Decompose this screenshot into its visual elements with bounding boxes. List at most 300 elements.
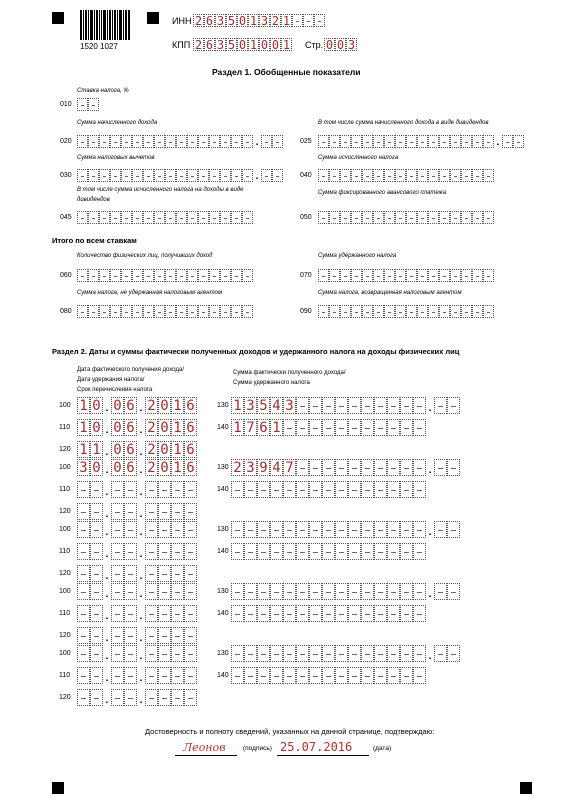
char-cell[interactable] — [348, 481, 361, 498]
char-cell[interactable] — [296, 481, 309, 498]
char-cell[interactable] — [387, 397, 400, 414]
char-cell[interactable] — [361, 419, 374, 436]
char-cell[interactable] — [184, 503, 197, 520]
char-cell[interactable] — [351, 305, 362, 318]
date-field[interactable] — [77, 583, 197, 600]
char-cell[interactable] — [184, 645, 197, 662]
field-020[interactable] — [77, 135, 283, 148]
char-cell[interactable] — [209, 269, 220, 282]
char-cell[interactable] — [111, 503, 124, 520]
char-cell[interactable] — [244, 645, 257, 662]
char-cell[interactable] — [400, 481, 413, 498]
char-cell[interactable] — [132, 211, 143, 224]
char-cell[interactable] — [439, 211, 450, 224]
char-cell[interactable] — [384, 135, 395, 148]
char-cell[interactable] — [351, 211, 362, 224]
withheld-tax-field[interactable] — [231, 667, 426, 684]
char-cell[interactable] — [472, 305, 483, 318]
char-cell[interactable] — [90, 503, 103, 520]
char-cell[interactable] — [270, 605, 283, 622]
char-cell[interactable] — [447, 645, 460, 662]
char-cell[interactable] — [257, 543, 270, 560]
date-field[interactable] — [77, 689, 197, 706]
char-cell[interactable] — [184, 689, 197, 706]
field-060[interactable] — [77, 269, 253, 282]
char-cell[interactable] — [413, 543, 426, 560]
date-field[interactable] — [77, 459, 197, 476]
char-cell[interactable] — [231, 645, 244, 662]
char-cell[interactable] — [434, 521, 447, 538]
char-cell[interactable] — [220, 211, 231, 224]
char-cell[interactable] — [450, 169, 461, 182]
char-cell[interactable]: 0 — [111, 459, 124, 476]
char-cell[interactable] — [90, 645, 103, 662]
char-cell[interactable]: 6 — [257, 419, 270, 436]
char-cell[interactable] — [461, 269, 472, 282]
char-cell[interactable] — [154, 135, 165, 148]
char-cell[interactable] — [88, 211, 99, 224]
char-cell[interactable] — [283, 645, 296, 662]
char-cell[interactable] — [362, 169, 373, 182]
char-cell[interactable] — [77, 583, 90, 600]
char-cell[interactable] — [90, 689, 103, 706]
char-cell[interactable]: 0 — [90, 419, 103, 436]
char-cell[interactable] — [111, 605, 124, 622]
char-cell[interactable] — [434, 645, 447, 662]
char-cell[interactable] — [309, 481, 322, 498]
char-cell[interactable] — [502, 135, 513, 148]
char-cell[interactable] — [99, 269, 110, 282]
char-cell[interactable] — [77, 503, 90, 520]
char-cell[interactable] — [184, 583, 197, 600]
char-cell[interactable] — [124, 645, 137, 662]
char-cell[interactable] — [171, 627, 184, 644]
char-cell[interactable] — [309, 583, 322, 600]
char-cell[interactable] — [165, 211, 176, 224]
char-cell[interactable]: 7 — [244, 419, 257, 436]
char-cell[interactable] — [417, 305, 428, 318]
char-cell[interactable] — [77, 645, 90, 662]
char-cell[interactable] — [417, 169, 428, 182]
char-cell[interactable] — [111, 543, 124, 560]
char-cell[interactable]: 2 — [194, 37, 203, 52]
char-cell[interactable] — [171, 689, 184, 706]
char-cell[interactable] — [483, 135, 494, 148]
char-cell[interactable] — [110, 269, 121, 282]
char-cell[interactable] — [198, 135, 209, 148]
char-cell[interactable] — [77, 169, 88, 182]
char-cell[interactable] — [428, 211, 439, 224]
date-field[interactable] — [77, 481, 197, 498]
char-cell[interactable] — [198, 305, 209, 318]
char-cell[interactable] — [132, 135, 143, 148]
char-cell[interactable] — [417, 269, 428, 282]
char-cell[interactable] — [220, 305, 231, 318]
char-cell[interactable] — [231, 269, 242, 282]
char-cell[interactable] — [309, 459, 322, 476]
char-cell[interactable] — [461, 305, 472, 318]
char-cell[interactable] — [270, 583, 283, 600]
char-cell[interactable]: 5 — [227, 13, 236, 28]
char-cell[interactable] — [461, 135, 472, 148]
char-cell[interactable] — [374, 521, 387, 538]
char-cell[interactable] — [257, 605, 270, 622]
char-cell[interactable] — [124, 481, 137, 498]
char-cell[interactable] — [439, 305, 450, 318]
char-cell[interactable] — [111, 583, 124, 600]
char-cell[interactable] — [329, 211, 340, 224]
char-cell[interactable] — [132, 269, 143, 282]
field-050[interactable] — [318, 211, 494, 224]
char-cell[interactable]: 2 — [145, 459, 158, 476]
char-cell[interactable] — [90, 521, 103, 538]
char-cell[interactable] — [77, 305, 88, 318]
char-cell[interactable] — [145, 627, 158, 644]
char-cell[interactable] — [309, 521, 322, 538]
char-cell[interactable] — [348, 543, 361, 560]
char-cell[interactable]: 1 — [231, 397, 244, 414]
char-cell[interactable] — [309, 645, 322, 662]
char-cell[interactable] — [77, 521, 90, 538]
char-cell[interactable]: 3 — [244, 397, 257, 414]
char-cell[interactable]: 1 — [282, 37, 291, 52]
char-cell[interactable]: 6 — [124, 397, 137, 414]
char-cell[interactable] — [158, 503, 171, 520]
char-cell[interactable]: 6 — [124, 441, 137, 458]
char-cell[interactable] — [348, 605, 361, 622]
income-amount-field[interactable] — [231, 583, 460, 600]
char-cell[interactable] — [351, 269, 362, 282]
char-cell[interactable]: 1 — [171, 441, 184, 458]
char-cell[interactable] — [400, 397, 413, 414]
char-cell[interactable] — [90, 543, 103, 560]
char-cell[interactable] — [171, 481, 184, 498]
char-cell[interactable] — [244, 583, 257, 600]
char-cell[interactable] — [154, 211, 165, 224]
char-cell[interactable] — [77, 689, 90, 706]
char-cell[interactable] — [292, 14, 303, 27]
char-cell[interactable] — [335, 419, 348, 436]
date-field[interactable] — [77, 645, 197, 662]
char-cell[interactable] — [176, 211, 187, 224]
char-cell[interactable]: 3 — [283, 397, 296, 414]
char-cell[interactable] — [111, 481, 124, 498]
char-cell[interactable] — [322, 481, 335, 498]
char-cell[interactable] — [187, 305, 198, 318]
date-field[interactable] — [77, 565, 197, 582]
char-cell[interactable] — [309, 543, 322, 560]
char-cell[interactable]: 3 — [216, 13, 225, 28]
char-cell[interactable] — [184, 605, 197, 622]
kpp-field[interactable] — [193, 38, 292, 51]
char-cell[interactable]: 0 — [238, 37, 247, 52]
char-cell[interactable]: 1 — [171, 419, 184, 436]
char-cell[interactable] — [395, 135, 406, 148]
char-cell[interactable] — [296, 521, 309, 538]
char-cell[interactable] — [90, 565, 103, 582]
date-field[interactable] — [77, 441, 197, 458]
char-cell[interactable]: 6 — [184, 459, 197, 476]
char-cell[interactable] — [77, 667, 90, 684]
char-cell[interactable]: 7 — [283, 459, 296, 476]
char-cell[interactable] — [110, 169, 121, 182]
date-field[interactable] — [77, 521, 197, 538]
char-cell[interactable] — [165, 135, 176, 148]
char-cell[interactable] — [434, 397, 447, 414]
char-cell[interactable] — [257, 481, 270, 498]
char-cell[interactable] — [145, 645, 158, 662]
char-cell[interactable] — [244, 605, 257, 622]
char-cell[interactable]: 0 — [336, 37, 345, 52]
char-cell[interactable] — [428, 169, 439, 182]
withheld-tax-field[interactable] — [231, 481, 426, 498]
char-cell[interactable] — [413, 521, 426, 538]
char-cell[interactable] — [303, 14, 314, 27]
date-field[interactable] — [77, 397, 197, 414]
char-cell[interactable] — [145, 503, 158, 520]
char-cell[interactable]: 2 — [194, 13, 203, 28]
char-cell[interactable]: 4 — [270, 397, 283, 414]
char-cell[interactable]: 0 — [158, 441, 171, 458]
char-cell[interactable] — [165, 305, 176, 318]
char-cell[interactable] — [374, 667, 387, 684]
char-cell[interactable] — [143, 269, 154, 282]
income-amount-field[interactable] — [231, 645, 460, 662]
char-cell[interactable]: 9 — [257, 459, 270, 476]
char-cell[interactable]: 3 — [260, 13, 269, 28]
char-cell[interactable]: 3 — [347, 37, 356, 52]
char-cell[interactable] — [88, 98, 99, 111]
char-cell[interactable] — [322, 667, 335, 684]
char-cell[interactable] — [322, 583, 335, 600]
char-cell[interactable] — [220, 169, 231, 182]
char-cell[interactable] — [283, 543, 296, 560]
char-cell[interactable] — [145, 521, 158, 538]
char-cell[interactable] — [348, 667, 361, 684]
field-080[interactable] — [77, 305, 253, 318]
char-cell[interactable] — [283, 667, 296, 684]
char-cell[interactable] — [413, 645, 426, 662]
char-cell[interactable] — [417, 135, 428, 148]
char-cell[interactable]: 0 — [238, 13, 247, 28]
char-cell[interactable] — [400, 419, 413, 436]
char-cell[interactable] — [461, 211, 472, 224]
char-cell[interactable]: 1 — [270, 419, 283, 436]
char-cell[interactable] — [77, 543, 90, 560]
char-cell[interactable] — [184, 521, 197, 538]
date-field[interactable] — [77, 419, 197, 436]
char-cell[interactable]: 0 — [90, 459, 103, 476]
withheld-tax-field[interactable] — [231, 605, 426, 622]
char-cell[interactable]: 0 — [271, 37, 280, 52]
char-cell[interactable] — [447, 459, 460, 476]
char-cell[interactable] — [242, 211, 253, 224]
char-cell[interactable] — [176, 305, 187, 318]
char-cell[interactable] — [143, 305, 154, 318]
char-cell[interactable] — [322, 645, 335, 662]
char-cell[interactable] — [77, 269, 88, 282]
char-cell[interactable] — [318, 305, 329, 318]
char-cell[interactable]: 2 — [231, 459, 244, 476]
char-cell[interactable] — [351, 135, 362, 148]
char-cell[interactable]: 1 — [90, 441, 103, 458]
char-cell[interactable] — [361, 397, 374, 414]
char-cell[interactable] — [483, 211, 494, 224]
char-cell[interactable] — [158, 645, 171, 662]
char-cell[interactable] — [395, 169, 406, 182]
char-cell[interactable] — [165, 269, 176, 282]
char-cell[interactable] — [158, 583, 171, 600]
char-cell[interactable] — [373, 305, 384, 318]
char-cell[interactable] — [373, 169, 384, 182]
field-030[interactable] — [77, 169, 283, 182]
char-cell[interactable] — [171, 565, 184, 582]
char-cell[interactable] — [417, 211, 428, 224]
char-cell[interactable] — [261, 135, 272, 148]
char-cell[interactable] — [400, 521, 413, 538]
char-cell[interactable] — [90, 667, 103, 684]
char-cell[interactable] — [257, 583, 270, 600]
char-cell[interactable] — [450, 305, 461, 318]
char-cell[interactable] — [387, 481, 400, 498]
char-cell[interactable] — [413, 583, 426, 600]
char-cell[interactable] — [413, 481, 426, 498]
char-cell[interactable] — [348, 583, 361, 600]
char-cell[interactable] — [406, 211, 417, 224]
char-cell[interactable] — [88, 169, 99, 182]
char-cell[interactable] — [124, 565, 137, 582]
field-045[interactable] — [77, 211, 253, 224]
char-cell[interactable] — [165, 169, 176, 182]
date-field[interactable] — [77, 605, 197, 622]
withheld-tax-field[interactable] — [231, 419, 426, 436]
char-cell[interactable] — [171, 503, 184, 520]
char-cell[interactable] — [171, 543, 184, 560]
char-cell[interactable] — [400, 543, 413, 560]
income-amount-field[interactable] — [231, 397, 460, 414]
char-cell[interactable] — [143, 211, 154, 224]
char-cell[interactable] — [77, 605, 90, 622]
char-cell[interactable] — [335, 605, 348, 622]
char-cell[interactable] — [362, 305, 373, 318]
char-cell[interactable] — [111, 521, 124, 538]
char-cell[interactable] — [400, 583, 413, 600]
char-cell[interactable] — [387, 419, 400, 436]
char-cell[interactable] — [110, 305, 121, 318]
char-cell[interactable]: 2 — [271, 13, 280, 28]
char-cell[interactable] — [400, 605, 413, 622]
char-cell[interactable] — [434, 459, 447, 476]
char-cell[interactable] — [124, 503, 137, 520]
char-cell[interactable] — [242, 269, 253, 282]
char-cell[interactable] — [296, 645, 309, 662]
char-cell[interactable] — [348, 459, 361, 476]
char-cell[interactable] — [270, 667, 283, 684]
char-cell[interactable] — [335, 645, 348, 662]
char-cell[interactable] — [318, 169, 329, 182]
char-cell[interactable]: 2 — [145, 441, 158, 458]
char-cell[interactable]: 4 — [270, 459, 283, 476]
char-cell[interactable] — [121, 269, 132, 282]
char-cell[interactable]: 6 — [124, 419, 137, 436]
char-cell[interactable] — [209, 169, 220, 182]
char-cell[interactable] — [88, 305, 99, 318]
char-cell[interactable]: 1 — [171, 459, 184, 476]
char-cell[interactable] — [483, 169, 494, 182]
char-cell[interactable]: 6 — [205, 37, 214, 52]
char-cell[interactable]: 1 — [249, 37, 258, 52]
char-cell[interactable] — [176, 169, 187, 182]
char-cell[interactable] — [374, 583, 387, 600]
char-cell[interactable] — [121, 135, 132, 148]
char-cell[interactable] — [283, 521, 296, 538]
char-cell[interactable] — [461, 169, 472, 182]
char-cell[interactable] — [154, 305, 165, 318]
inn-field[interactable] — [193, 14, 325, 27]
char-cell[interactable] — [395, 305, 406, 318]
char-cell[interactable]: 5 — [227, 37, 236, 52]
char-cell[interactable]: 5 — [257, 397, 270, 414]
char-cell[interactable] — [439, 269, 450, 282]
char-cell[interactable] — [428, 305, 439, 318]
char-cell[interactable] — [99, 169, 110, 182]
char-cell[interactable]: 0 — [90, 397, 103, 414]
field-070[interactable] — [318, 269, 494, 282]
char-cell[interactable] — [176, 269, 187, 282]
char-cell[interactable] — [261, 169, 272, 182]
char-cell[interactable] — [348, 645, 361, 662]
date-field[interactable] — [77, 627, 197, 644]
char-cell[interactable] — [121, 211, 132, 224]
date-field[interactable] — [77, 503, 197, 520]
char-cell[interactable] — [450, 135, 461, 148]
char-cell[interactable] — [257, 521, 270, 538]
char-cell[interactable] — [296, 605, 309, 622]
char-cell[interactable] — [335, 667, 348, 684]
char-cell[interactable] — [198, 211, 209, 224]
char-cell[interactable] — [111, 645, 124, 662]
char-cell[interactable] — [124, 521, 137, 538]
char-cell[interactable] — [361, 481, 374, 498]
char-cell[interactable] — [413, 397, 426, 414]
char-cell[interactable] — [472, 135, 483, 148]
char-cell[interactable] — [270, 543, 283, 560]
char-cell[interactable]: 1 — [282, 13, 291, 28]
char-cell[interactable] — [77, 481, 90, 498]
char-cell[interactable]: 1 — [77, 419, 90, 436]
char-cell[interactable] — [335, 481, 348, 498]
char-cell[interactable] — [198, 169, 209, 182]
char-cell[interactable] — [231, 667, 244, 684]
char-cell[interactable] — [329, 305, 340, 318]
char-cell[interactable] — [387, 667, 400, 684]
char-cell[interactable] — [296, 419, 309, 436]
char-cell[interactable] — [335, 459, 348, 476]
char-cell[interactable] — [318, 269, 329, 282]
char-cell[interactable] — [158, 543, 171, 560]
char-cell[interactable] — [257, 667, 270, 684]
char-cell[interactable] — [362, 269, 373, 282]
char-cell[interactable] — [413, 667, 426, 684]
char-cell[interactable] — [513, 135, 524, 148]
char-cell[interactable] — [483, 305, 494, 318]
char-cell[interactable] — [309, 605, 322, 622]
char-cell[interactable] — [329, 169, 340, 182]
char-cell[interactable] — [158, 667, 171, 684]
char-cell[interactable] — [171, 521, 184, 538]
char-cell[interactable]: 0 — [158, 397, 171, 414]
field-040[interactable] — [318, 169, 494, 182]
